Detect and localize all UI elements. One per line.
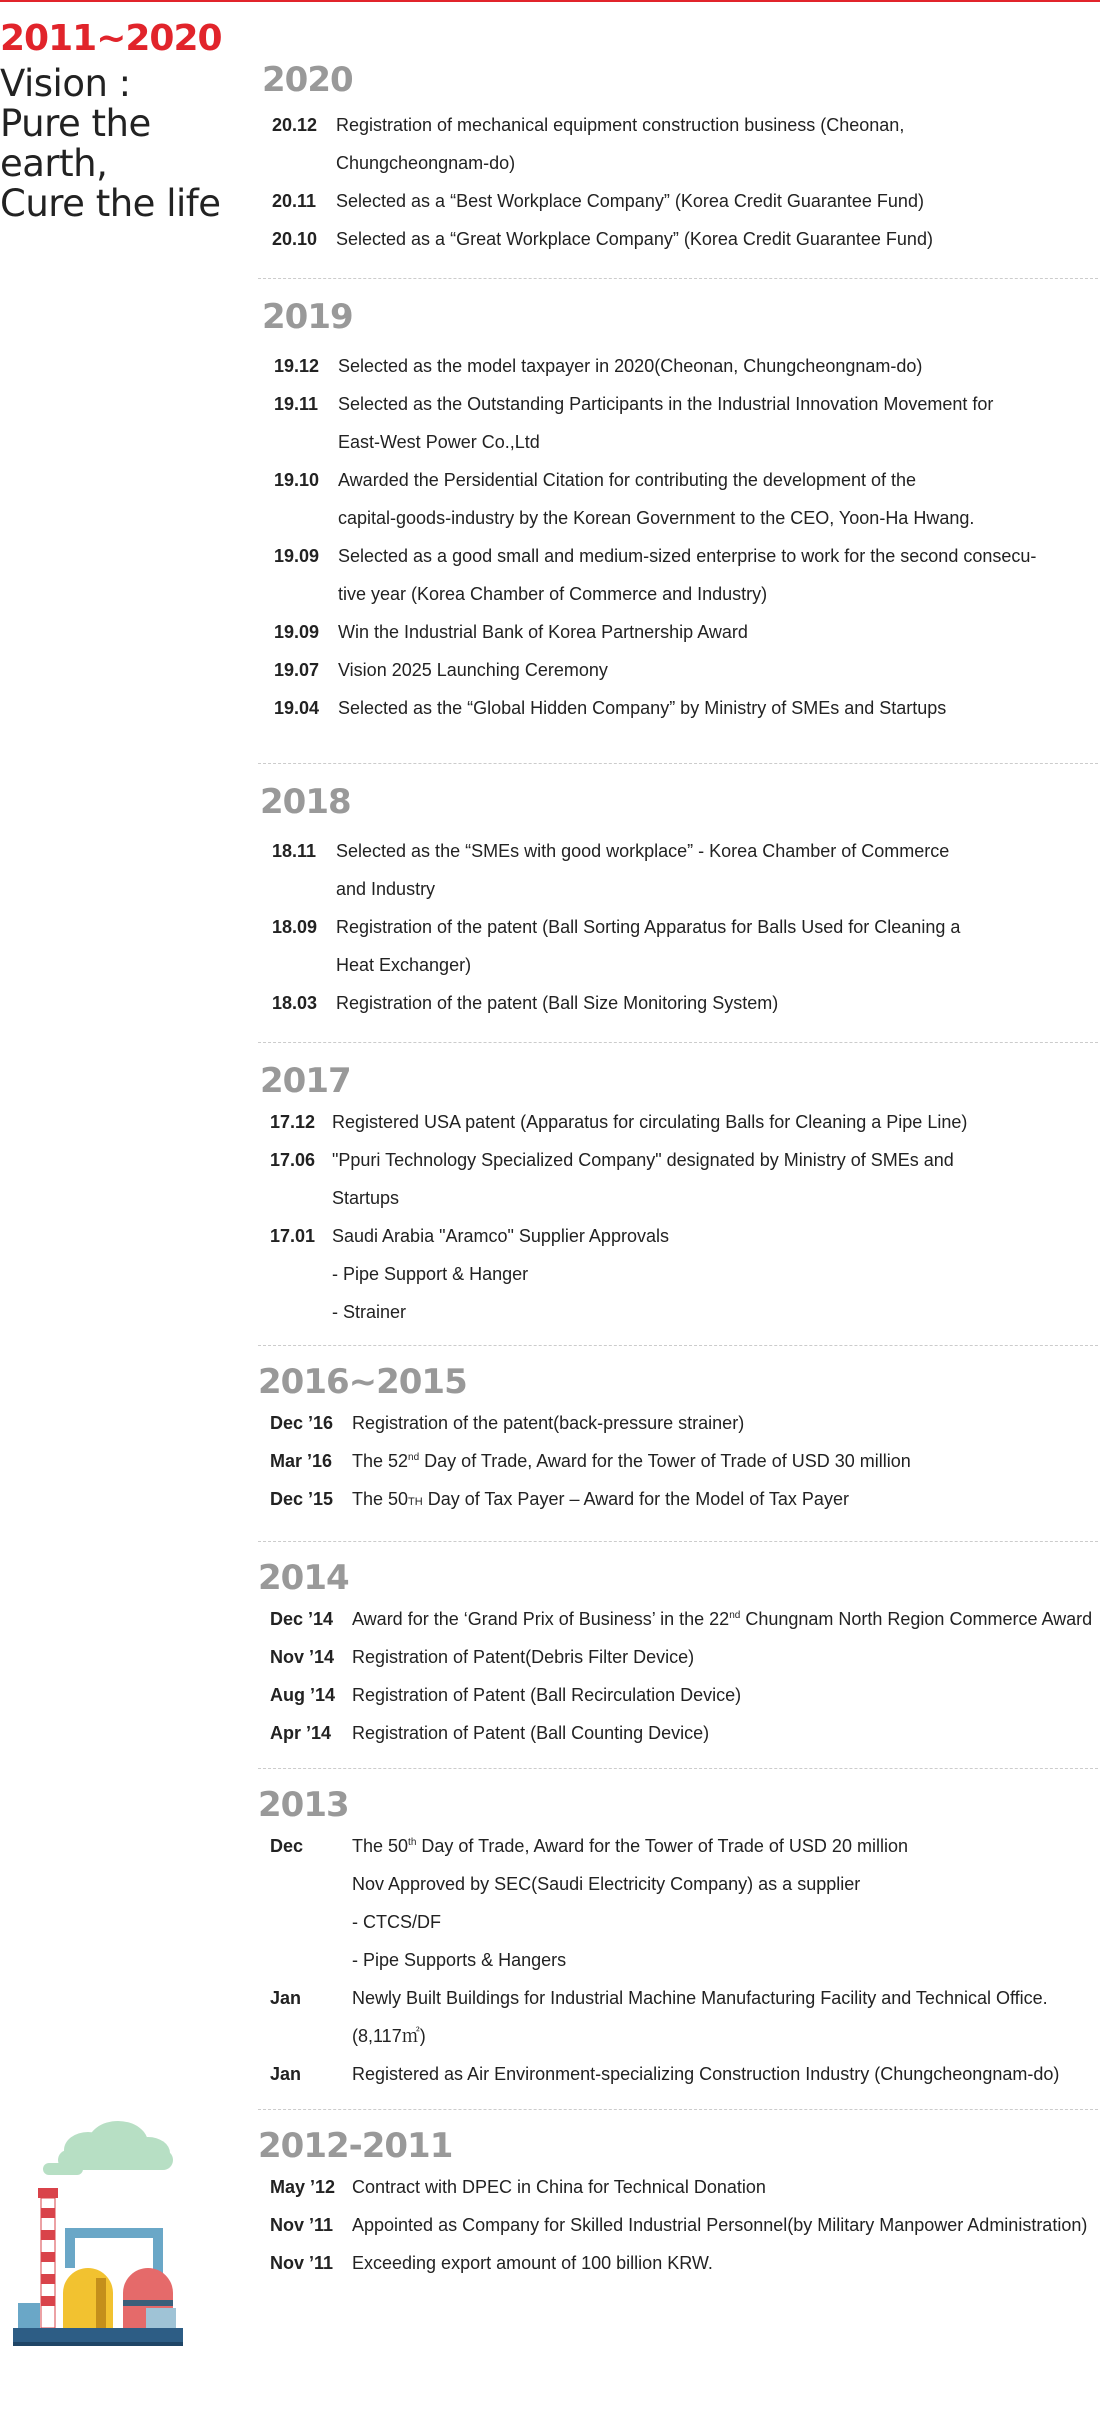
- item-description: [352, 1827, 1098, 1979]
- description-line: Selected as a “Best Workplace Company” (Korea Credit Guarantee Fund): [336, 191, 924, 211]
- item-date: Dec ’14: [270, 1609, 334, 1629]
- vision-statement: Vision : Pure the earth, Cure the life: [0, 62, 221, 225]
- item-description: [352, 2244, 1098, 2282]
- timeline-item: [270, 1979, 1098, 2055]
- item-date: 17.12: [270, 1112, 316, 1132]
- description-line: [352, 1600, 1098, 1638]
- ordinal-suffix: th: [408, 1837, 417, 1848]
- item-date: 18.03: [272, 993, 318, 1013]
- timeline-item: [270, 1141, 1098, 1217]
- item-date: 18.09: [272, 917, 318, 937]
- description-line: Registration of Patent (Ball Counting Device): [352, 1723, 710, 1743]
- tank-icon: [63, 2268, 113, 2328]
- description-line: capital-goods-industry by the Korean Government to the CEO, Yoon-Ha Hwang.: [338, 508, 975, 528]
- description-line: East-West Power Co.,Ltd: [338, 432, 540, 452]
- timeline-item: [270, 2168, 1098, 2206]
- year-heading: 2019: [262, 297, 353, 337]
- timeline-item: [270, 1480, 1098, 1521]
- description-line: Win the Industrial Bank of Korea Partnership Award: [338, 622, 748, 642]
- item-date: Mar ’16: [270, 1451, 333, 1471]
- description-line: Registration of Patent (Ball Recirculation Device): [352, 1685, 742, 1705]
- year-section: [258, 1043, 1098, 1346]
- description-line: and Industry: [336, 879, 436, 899]
- timeline-item: [272, 220, 1098, 258]
- timeline-items: [258, 1827, 1098, 2093]
- ordinal-suffix: nd: [729, 1610, 741, 1621]
- item-date: Jan: [270, 1988, 302, 2008]
- description-line: Contract with DPEC in China for Technical Donation: [352, 2177, 766, 2197]
- year-heading: 2017: [260, 1061, 351, 1101]
- description-line: Selected as the model taxpayer in 2020(Cheonan, Chungcheongnam-do): [338, 356, 923, 376]
- timeline-item: [270, 2055, 1098, 2093]
- timeline-item: [274, 537, 1098, 613]
- year-heading: 2014: [258, 1558, 349, 1598]
- description-line: Registration of the patent (Ball Size Monitoring System): [336, 993, 779, 1013]
- timeline-item: [270, 1404, 1098, 1442]
- timeline-item: [274, 651, 1098, 689]
- year-heading: 2016~2015: [258, 1362, 467, 1402]
- year-section: [258, 1542, 1098, 1769]
- item-description: [352, 2055, 1098, 2093]
- top-accent-line: [0, 0, 1100, 2]
- line-text: The 50: [352, 1489, 409, 1509]
- description-line: Registration of the patent (Ball Sorting Apparatus for Balls Used for Cleaning a: [336, 917, 961, 937]
- year-section: [258, 2110, 1098, 2292]
- year-section: [258, 1346, 1098, 1542]
- description-line: Newly Built Buildings for Industrial Machine Manufacturing Facility and Technical Office. (8,117㎡): [352, 1988, 1048, 2046]
- item-date: 17.06: [270, 1150, 316, 1170]
- description-line: Startups: [332, 1188, 400, 1208]
- timeline-items: [258, 2168, 1098, 2282]
- item-description: [352, 1404, 1098, 1442]
- timeline-items: [262, 347, 1098, 727]
- timeline-item: [270, 1827, 1098, 1979]
- timeline: [258, 58, 1098, 2292]
- item-date: 19.09: [274, 622, 320, 642]
- item-description: [332, 1141, 1098, 1217]
- description-line: - Pipe Support & Hanger: [332, 1264, 529, 1284]
- timeline-item: [270, 1676, 1098, 1714]
- description-line: tive year (Korea Chamber of Commerce and Industry): [338, 584, 768, 604]
- item-description: [336, 182, 1098, 220]
- line-text: Award for the ‘Grand Prix of Business’ in the 22: [352, 1609, 730, 1629]
- timeline-items: [258, 1404, 1098, 1521]
- item-description: [336, 984, 1098, 1022]
- timeline-item: [270, 1638, 1098, 1676]
- item-date: Jan: [270, 2064, 302, 2084]
- description-line: Vision 2025 Launching Ceremony: [338, 660, 608, 680]
- description-line: [352, 1480, 1098, 1521]
- item-date: Dec ’15: [270, 1489, 334, 1509]
- description-line: Awarded the Persidential Citation for contributing the development of the: [338, 470, 917, 490]
- cloud-icon: [43, 2121, 173, 2175]
- chimney-icon: [38, 2188, 58, 2328]
- year-heading: 2018: [260, 782, 351, 822]
- description-line: Nov Approved by SEC(Saudi Electricity Company) as a supplier: [352, 1874, 861, 1894]
- item-description: [352, 1600, 1098, 1638]
- item-description: [352, 1676, 1098, 1714]
- description-line: Saudi Arabia "Aramco" Supplier Approvals: [332, 1226, 669, 1246]
- item-description: [338, 613, 1098, 651]
- item-date: 19.11: [274, 394, 319, 414]
- description-line: Registration of the patent(back-pressure strainer): [352, 1413, 745, 1433]
- year-section: [258, 764, 1098, 1043]
- item-description: [352, 1480, 1098, 1521]
- item-date: Nov ’14: [270, 1647, 335, 1667]
- item-description: [336, 106, 1098, 182]
- item-description: [352, 1638, 1098, 1676]
- item-date: 18.11: [272, 841, 317, 861]
- timeline-item: [270, 2244, 1098, 2282]
- item-date: Dec ’16: [270, 1413, 334, 1433]
- line-text: The 52: [352, 1451, 409, 1471]
- timeline-items: [260, 832, 1098, 1022]
- description-line: - CTCS/DF: [352, 1912, 441, 1932]
- item-date: 20.11: [272, 191, 317, 211]
- item-description: [332, 1103, 1098, 1141]
- timeline-item: [270, 1600, 1098, 1638]
- item-date: 19.12: [274, 356, 320, 376]
- item-description: [338, 461, 1098, 537]
- timeline-item: [274, 347, 1098, 385]
- timeline-item: [274, 385, 1098, 461]
- item-description: [336, 832, 1098, 908]
- timeline-item: [272, 106, 1098, 182]
- item-description: [352, 2206, 1098, 2244]
- item-date: 19.04: [274, 698, 320, 718]
- year-heading: 2012-2011: [258, 2126, 453, 2166]
- description-line: Registered as Air Environment-specializing Construction Industry (Chungcheongnam-do): [352, 2064, 1060, 2084]
- factory-illustration-icon: [8, 2108, 188, 2348]
- timeline-item: [272, 832, 1098, 908]
- year-heading: 2020: [262, 60, 353, 100]
- line-text: Chungnam North Region Commerce Award: [740, 1609, 1093, 1629]
- timeline-items: [258, 1600, 1098, 1752]
- description-line: Selected as the Outstanding Participants in the Industrial Innovation Movement for: [338, 394, 994, 414]
- item-date: 20.12: [272, 115, 318, 135]
- line-text: Day of Tax Payer – Award for the Model of Tax Payer: [422, 1489, 849, 1509]
- timeline-item: [270, 2206, 1098, 2244]
- item-date: Dec: [270, 1836, 304, 1856]
- description-line: [352, 1827, 1098, 1865]
- ordinal-suffix: TH: [408, 1496, 423, 1508]
- description-line: [352, 1442, 1098, 1480]
- item-description: [352, 1979, 1098, 2055]
- item-description: [338, 347, 1098, 385]
- item-description: [336, 908, 1098, 984]
- item-description: [338, 537, 1098, 613]
- item-description: [338, 651, 1098, 689]
- description-line: Appointed as Company for Skilled Industrial Personnel(by Military Manpower Administration): [352, 2215, 1088, 2235]
- timeline-item: [274, 461, 1098, 537]
- timeline-item: [274, 613, 1098, 651]
- timeline-item: [272, 908, 1098, 984]
- item-date: Nov ’11: [270, 2253, 334, 2273]
- timeline-item: [270, 1103, 1098, 1141]
- item-date: 19.07: [274, 660, 320, 680]
- description-line: Heat Exchanger): [336, 955, 472, 975]
- timeline-item: [270, 1217, 1098, 1331]
- item-description: [338, 385, 1098, 461]
- timeline-item: [270, 1714, 1098, 1752]
- item-date: Nov ’11: [270, 2215, 334, 2235]
- timeline-item: [272, 984, 1098, 1022]
- sidebar: [0, 18, 260, 224]
- timeline-item: [270, 1442, 1098, 1480]
- item-date: 19.10: [274, 470, 320, 490]
- item-description: [352, 2168, 1098, 2206]
- item-description: [336, 220, 1098, 258]
- line-text: Day of Trade, Award for the Tower of Trade of USD 30 million: [419, 1451, 911, 1471]
- year-section: [258, 1769, 1098, 2110]
- item-description: [352, 1442, 1098, 1480]
- description-line: Chungcheongnam-do): [336, 153, 516, 173]
- description-line: Registration of Patent(Debris Filter Device): [352, 1647, 695, 1667]
- description-line: Selected as a good small and medium-sized enterprise to work for the second consecu-: [338, 546, 1037, 566]
- timeline-item: [274, 689, 1098, 727]
- description-line: Selected as the “SMEs with good workplace” - Korea Chamber of Commerce: [336, 841, 950, 861]
- line-text: The 50: [352, 1836, 409, 1856]
- description-line: Registered USA patent (Apparatus for circulating Balls for Cleaning a Pipe Line): [332, 1112, 968, 1132]
- item-date: 20.10: [272, 229, 318, 249]
- era-title: 2011~2020: [0, 18, 222, 59]
- ordinal-suffix: nd: [408, 1452, 420, 1463]
- description-line: Registration of mechanical equipment construction business (Cheonan,: [336, 115, 905, 135]
- timeline-items: [262, 106, 1098, 258]
- timeline-item: [272, 182, 1098, 220]
- timeline-items: [260, 1103, 1098, 1331]
- description-line: "Ppuri Technology Specialized Company" designated by Ministry of SMEs and: [332, 1150, 954, 1170]
- item-date: 19.09: [274, 546, 320, 566]
- year-section: [258, 58, 1098, 279]
- item-description: [338, 689, 1098, 727]
- item-date: Aug ’14: [270, 1685, 336, 1705]
- item-date: May ’12: [270, 2177, 336, 2197]
- item-date: Apr ’14: [270, 1723, 332, 1743]
- item-date: 17.01: [270, 1226, 316, 1246]
- description-line: - Pipe Supports & Hangers: [352, 1950, 567, 1970]
- description-line: Selected as a “Great Workplace Company” (Korea Credit Guarantee Fund): [336, 229, 933, 249]
- year-section: [258, 279, 1098, 764]
- description-line: Selected as the “Global Hidden Company” by Ministry of SMEs and Startups: [338, 698, 947, 718]
- description-line: - Strainer: [332, 1302, 407, 1322]
- item-description: [332, 1217, 1098, 1331]
- item-description: [352, 1714, 1098, 1752]
- year-heading: 2013: [258, 1785, 349, 1825]
- description-line: Exceeding export amount of 100 billion KRW.: [352, 2253, 713, 2273]
- line-text: Day of Trade, Award for the Tower of Trade of USD 20 million: [416, 1836, 908, 1856]
